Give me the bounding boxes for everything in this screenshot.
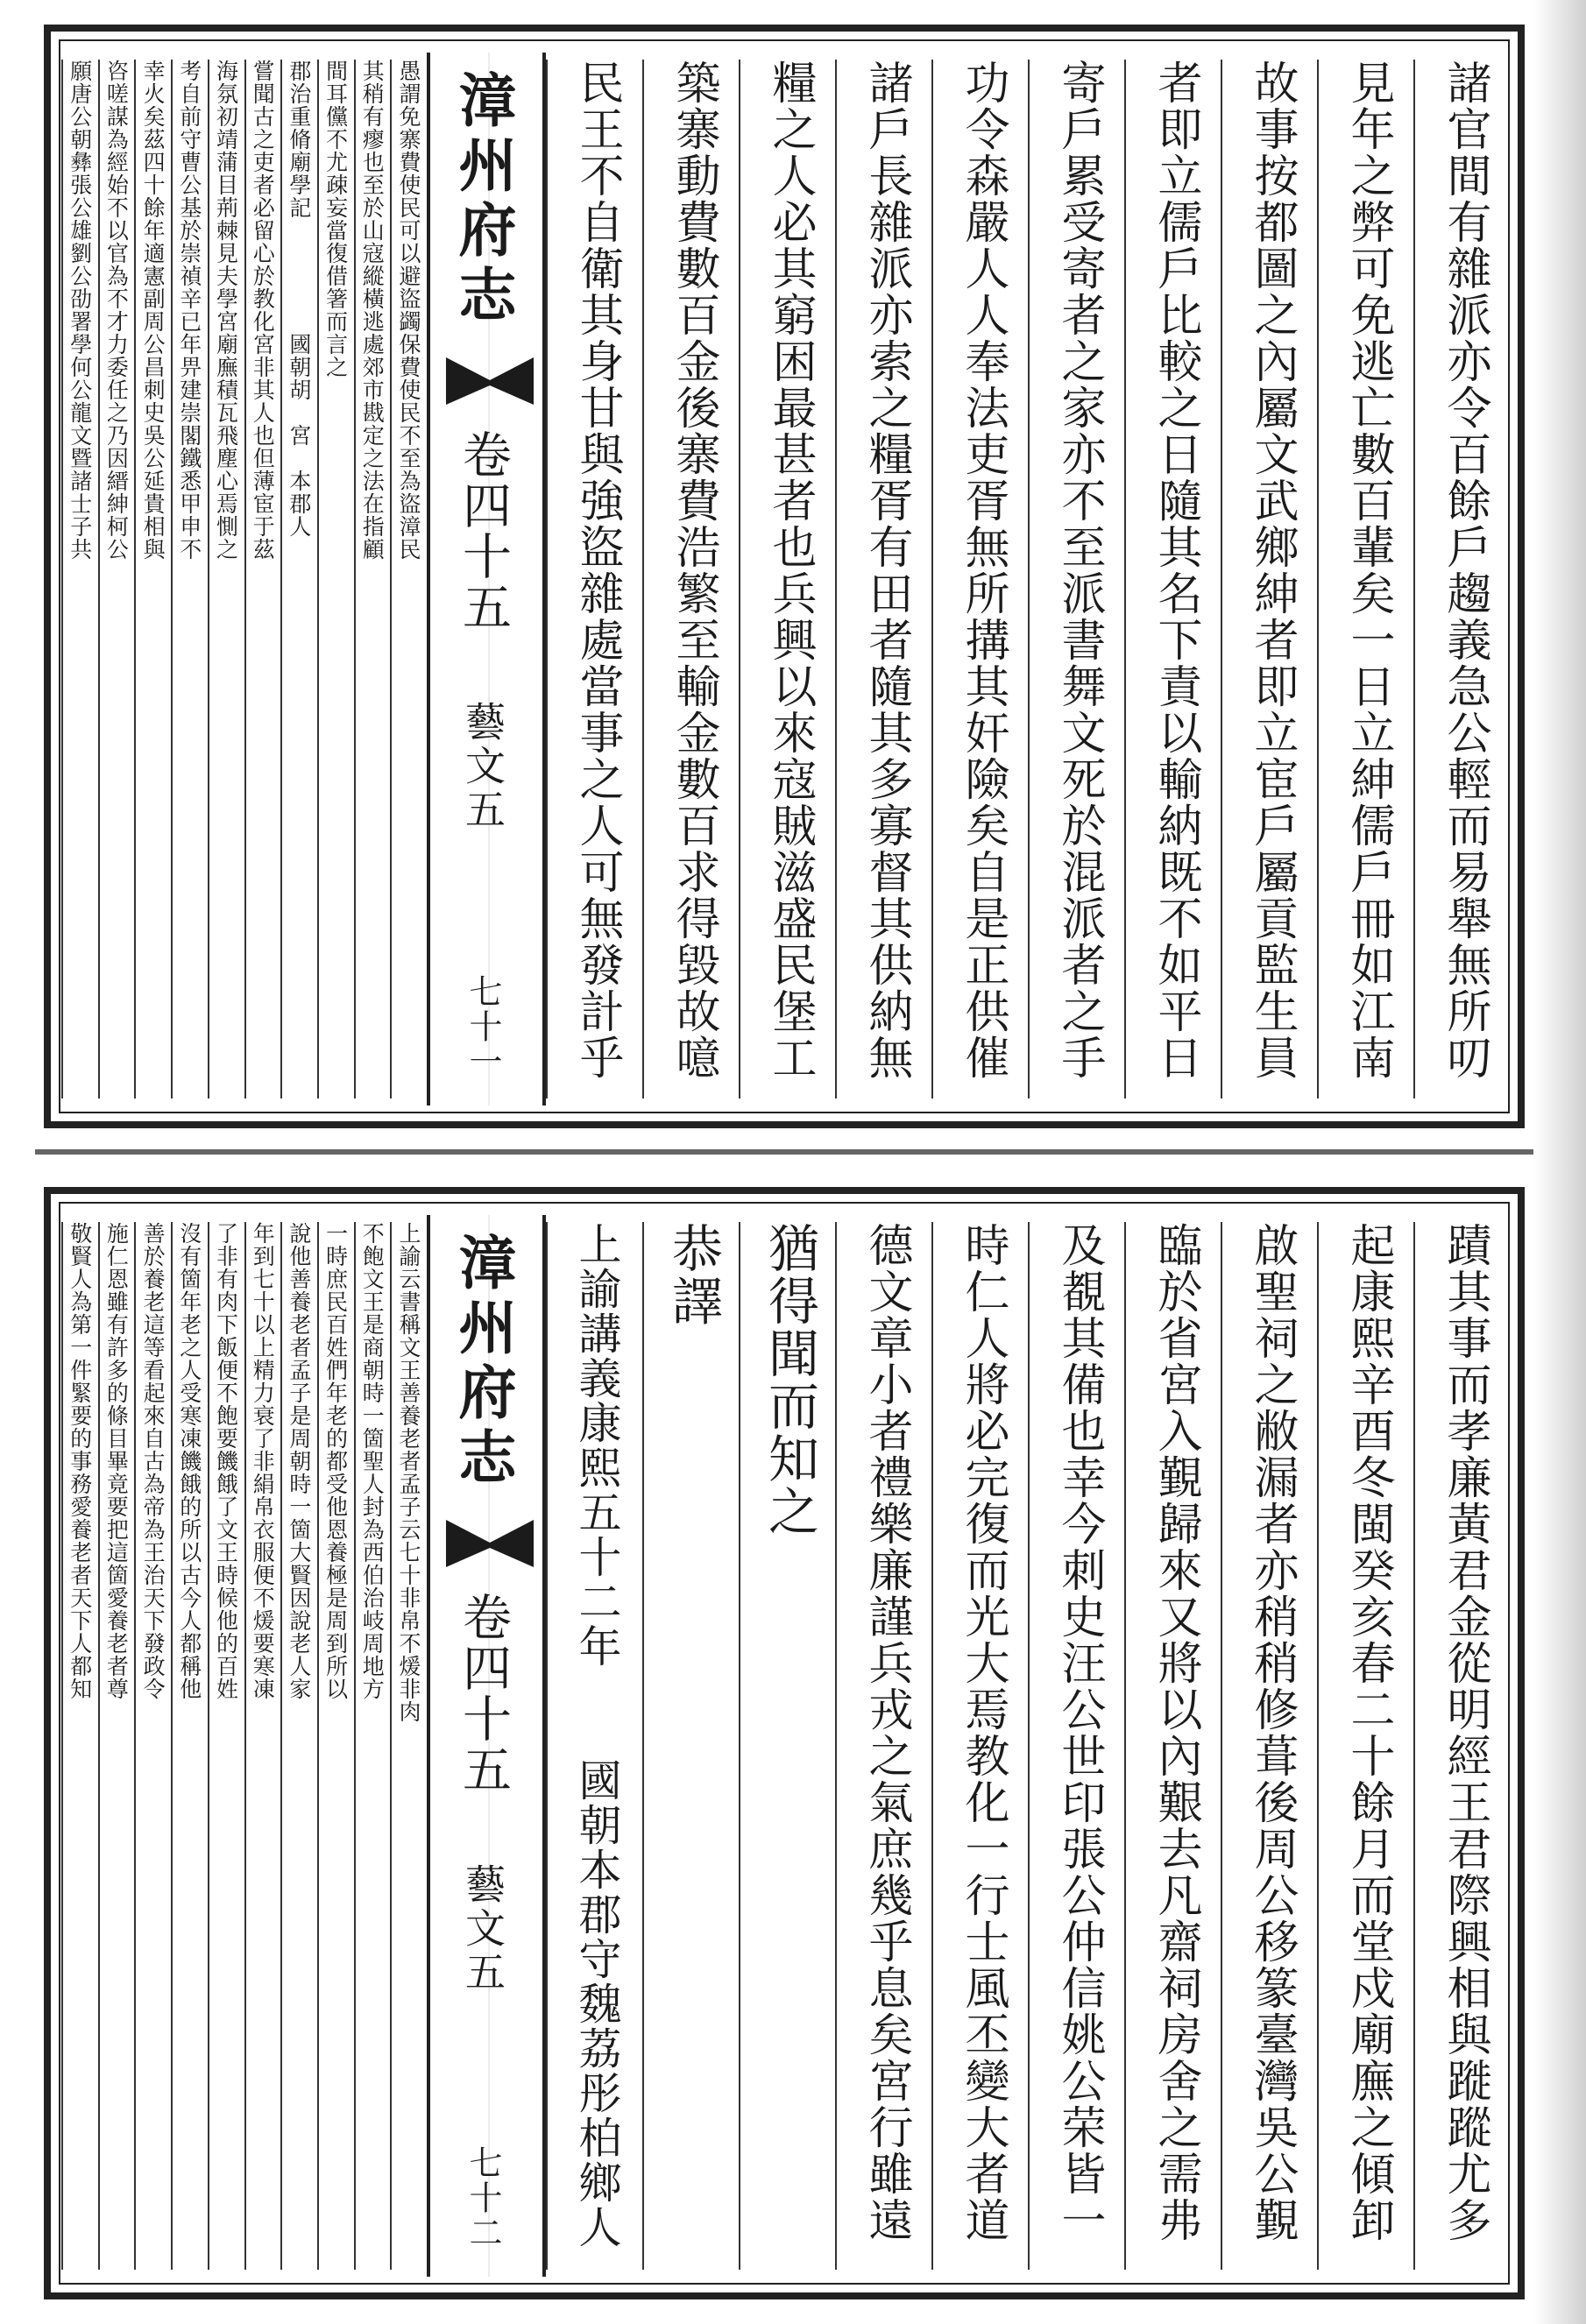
text-column: 敬賢人為第一件緊要的事務愛養老者天下人都知	[61, 1222, 98, 2270]
text-column: 諸官間有雜派亦令百餘戶趨義急公輕而易舉無所叨	[1413, 60, 1510, 1098]
text-column: 寄戶累受寄者之家亦不至派書舞文死於混派者之手	[1028, 60, 1124, 1098]
text-column: 海氛初靖蒲目荊棘見夫學宮廟廡積瓦飛塵心焉惻之	[208, 60, 244, 1098]
text-column: 上諭講義康熙五十二年 國朝本郡守魏荔彤柏鄉人	[546, 1222, 642, 2270]
text-column: 築寨動費數百金後寨費浩繁至輸金數百求得毀故噫	[642, 60, 739, 1098]
text-column: 了非有肉下飯便不飽要饑餓了文王時候他的百姓	[208, 1222, 244, 2270]
text-column: 郡治重脩廟學記 國朝胡 宮 本郡人	[280, 60, 317, 1098]
page-number: 七十二	[464, 2145, 502, 2250]
text-column: 及覩其備也幸今刺史汪公世印張公仲信姚公荣皆一	[1028, 1222, 1124, 2270]
text-column: 不飽文王是商朝時一箇聖人封為西伯治岐周地方	[354, 1222, 391, 2270]
volume-number: 卷四十五	[455, 1592, 512, 1795]
text-column: 蹟其事而孝廉黃君金從明經王君際興相與蹝蹤尤多	[1413, 1222, 1510, 2270]
text-column: 民王不自衛其身甘與強盜雜處當事之人可無發計乎	[546, 60, 642, 1098]
text-column: 愚謂免寨費使民可以避盜蠲保費使民不至為盜漳民	[390, 60, 427, 1098]
text-column: 年到七十以上精力衰了非絹帛衣服便不煖要寒凍	[244, 1222, 281, 2270]
book-title: 漳州府志	[449, 70, 517, 329]
page-number: 七十一	[464, 974, 502, 1079]
text-column: 願唐公朝彝張公雄劉公劭署學何公龍文暨諸士子共	[61, 60, 98, 1098]
text-column: 臨於省宮入覲歸來又將以內艱去凡齋祠房舍之需弗	[1124, 1222, 1221, 2270]
book-page-lower	[44, 1187, 1525, 2299]
page-separator	[35, 1149, 1533, 1155]
text-column: 起康熙辛酉冬閩癸亥春二十餘月而堂戍廟廡之傾卸	[1317, 1222, 1413, 2270]
text-column: 諸戶長雜派亦索之糧胥有田者隨其多寡督其供納無	[835, 60, 931, 1098]
text-column: 其稍有瘳也至於山寇縱橫逃處郊市戡定之法在指顧	[354, 60, 391, 1098]
text-column: 考自前守曹公基於崇禎辛已年畀建崇閣鐵悉甲申不	[171, 60, 208, 1098]
text-column: 上諭云書稱文王善養老者孟子云七十非帛不煖非肉	[390, 1222, 427, 2270]
text-column: 一時庶民百姓們年老的都受他恩養極是周到所以	[317, 1222, 354, 2270]
text-column: 者即立儒戶比較之日隨其名下責以輸納既不如平日	[1124, 60, 1221, 1098]
text-column: 恭譯	[642, 1222, 739, 2270]
text-column: 功令森嚴人人奉法吏胥無所搆其奸險矣自是正供催	[931, 60, 1028, 1098]
scan-edge-shadow	[1533, 0, 1586, 2324]
text-column: 糧之人必其窮困最甚者也兵興以來寇賊滋盛民堡工	[739, 60, 835, 1098]
text-column: 故事按都圖之內屬文武鄉紳者即立宦戶屬貢監生員	[1221, 60, 1317, 1098]
fold-center-strip	[427, 53, 546, 1105]
fish-tail-mark-icon	[443, 350, 537, 412]
text-column: 啟聖祠之敝漏者亦稍稍修葺後周公移篆臺灣吳公覲	[1221, 1222, 1317, 2270]
text-column: 幸火矣茲四十餘年適憲副周公昌刺史吳公延貴相與	[134, 60, 171, 1098]
text-column: 咨嗟謀為經始不以官為不才力委任之乃因縉紳柯公	[98, 60, 135, 1098]
text-column: 沒有箇年老之人受寒凍饑餓的所以古今人都稱他	[171, 1222, 208, 2270]
text-column: 猶得聞而知之	[739, 1222, 835, 2270]
text-column: 說他善養老者孟子是周朝時一箇大賢因說老人家	[280, 1222, 317, 2270]
book-title: 漳州府志	[449, 1233, 517, 1492]
text-column: 德文章小者禮樂廉謹兵戎之氣庶幾乎息矣宮行雖遠	[835, 1222, 931, 2270]
text-column: 嘗聞古之吏者必留心於教化宮非其人也但薄宦于茲	[244, 60, 281, 1098]
text-column: 見年之弊可免逃亡數百輩矣一日立紳儒戶冊如江南	[1317, 60, 1413, 1098]
text-column: 善於養老這等看起來自古為帝為王治天下發政令	[134, 1222, 171, 2270]
book-page-upper	[44, 25, 1525, 1128]
text-column: 間耳儻不尤疎妄當復借箸而言之	[317, 60, 354, 1098]
text-column: 時仁人將必完復而光大焉教化一行士風丕變大者道	[931, 1222, 1028, 2270]
fish-tail-mark-icon	[443, 1513, 537, 1574]
section-name: 藝文五	[459, 701, 506, 832]
volume-number: 卷四十五	[455, 429, 512, 632]
section-name: 藝文五	[459, 1863, 506, 1995]
text-column: 施仁恩雖有許多的條目畢竟要把這箇愛養老者尊	[98, 1222, 135, 2270]
fold-center-strip	[427, 1215, 546, 2277]
